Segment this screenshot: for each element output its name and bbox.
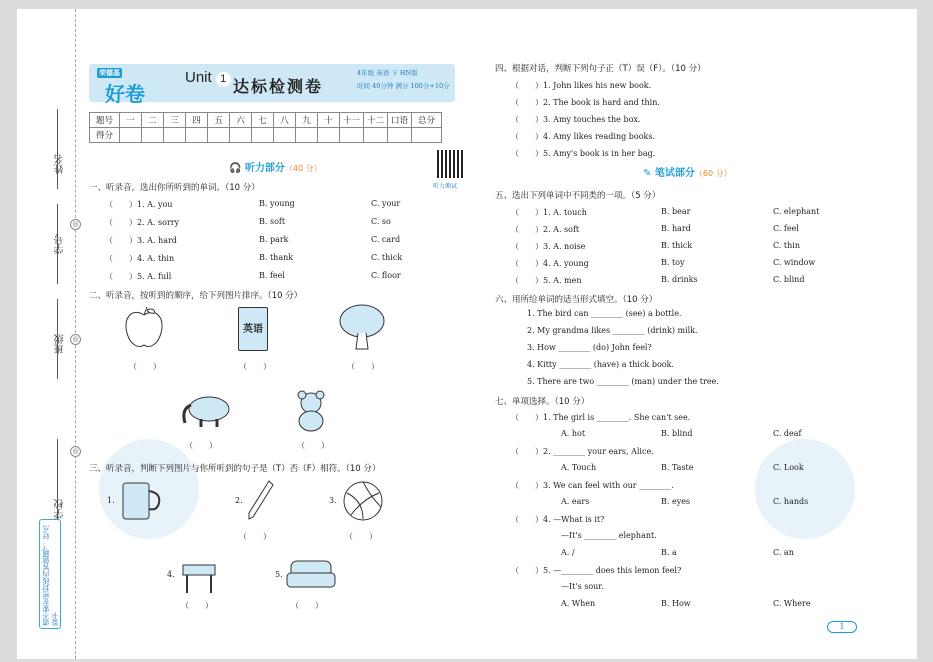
s1-option: B. soft — [259, 217, 286, 226]
score-input-cell[interactable] — [412, 128, 442, 143]
s7-question: （ ）3. We can feel with our ________. — [511, 481, 674, 490]
watermark-logo — [755, 439, 855, 539]
score-cell: 一 — [120, 113, 142, 128]
sofa-picture — [285, 555, 337, 595]
s1-item: （ ）1. A. you — [105, 200, 173, 209]
s5-item: （ ）3. A. noise — [511, 242, 586, 251]
section6-head: 六、用所给单词的适当形式填空。（10 分） — [495, 295, 658, 305]
s3-blank[interactable]: （ ） — [291, 601, 323, 610]
left-column — [89, 9, 459, 659]
s7-option: A. / — [561, 548, 575, 557]
score-cell: 七 — [252, 113, 274, 128]
s7-option: B. a — [661, 548, 677, 557]
unit-word: Unit — [185, 69, 212, 86]
name-line — [57, 109, 58, 189]
exam-header — [89, 64, 455, 106]
s4-item: （ ）1. John likes his new book. — [511, 81, 652, 90]
s2-blank[interactable]: （ ） — [129, 362, 161, 371]
pencil-picture — [245, 479, 275, 523]
s6-item: 2. My grandma likes ________ (drink) milk. — [527, 326, 698, 335]
listening-title: 听力部分 — [244, 163, 285, 174]
score-input-cell[interactable] — [274, 128, 296, 143]
brand-logo — [95, 68, 157, 106]
s1-item: （ ）4. A. thin — [105, 254, 175, 263]
s7-question: （ ）5. —________ does this lemon feel? — [511, 566, 682, 575]
s1-option: C. card — [371, 235, 401, 244]
s2-blank[interactable]: （ ） — [185, 441, 217, 450]
score-cell: 二 — [142, 113, 164, 128]
s7-option: B. Taste — [661, 463, 694, 472]
s1-option: B. thank — [259, 253, 294, 262]
score-cell: 八 — [274, 113, 296, 128]
s7-option: A. ears — [561, 497, 590, 506]
s4-item: （ ）5. Amy's book is in her bag. — [511, 149, 656, 158]
s6-item: 5. There are two ________ (man) under the tree. — [527, 377, 719, 386]
score-input-cell[interactable] — [120, 128, 142, 143]
section2-head: 二、听录音，按听到的顺序，给下列图片排序。（10 分） — [89, 291, 303, 301]
s1-item: （ ）2. A. sorry — [105, 218, 180, 227]
s7-option: C. hands — [773, 497, 809, 506]
s2-blank[interactable]: （ ） — [239, 362, 271, 371]
seal-circle: ◎ — [70, 219, 81, 230]
s7-option: C. deaf — [773, 429, 802, 438]
s7-question: （ ）1. The girl is ________. She can't see. — [511, 413, 691, 422]
s3-number: 4. — [167, 570, 175, 579]
s7-question-line2: —It's ________ elephant. — [561, 531, 657, 540]
id-label: 学号 — [55, 234, 66, 254]
page-number: 1 — [827, 621, 857, 633]
score-input-cell[interactable] — [388, 128, 412, 143]
s6-item: 4. Kitty ________ (have) a thick book. — [527, 360, 674, 369]
exam-sheet — [17, 9, 917, 659]
section4-head: 四、根据对话，判断下列句子正（T）误（F）。（10 分） — [495, 64, 706, 74]
s5-option: C. blind — [773, 275, 805, 284]
s5-option: B. toy — [661, 258, 685, 267]
s7-option: A. Touch — [561, 463, 597, 472]
s3-number: 5. — [275, 570, 283, 579]
s3-number: 2. — [235, 496, 243, 505]
s3-number: 1. — [107, 496, 115, 505]
s7-option: C. Where — [773, 599, 811, 608]
score-cell: 题号 — [90, 113, 120, 128]
s1-option: C. your — [371, 199, 401, 208]
s5-option: C. window — [773, 258, 816, 267]
s4-item: （ ）2. The book is hard and thin. — [511, 98, 660, 107]
listening-points: （40 分） — [284, 164, 322, 173]
logo-text: 好卷 — [105, 82, 145, 106]
unit-label — [185, 69, 231, 87]
s7-option: B. blind — [661, 429, 693, 438]
s7-question: （ ）2. ________ your ears, Alice. — [511, 447, 654, 456]
s5-option: C. feel — [773, 224, 799, 233]
s5-option: C. thin — [773, 241, 800, 250]
section7-head: 七、单项选择。（10 分） — [495, 397, 590, 407]
s5-option: B. bear — [661, 207, 691, 216]
headphone-icon: 🎧 — [229, 163, 242, 174]
s7-option: B. eyes — [661, 497, 691, 506]
section1-head: 一、听录音，选出你所听到的单词。（10 分） — [89, 183, 260, 193]
s1-item: （ ）3. A. hard — [105, 236, 177, 245]
brand-name: 荣德基 — [99, 68, 120, 77]
apple-picture — [121, 305, 167, 351]
s7-option: A. When — [561, 599, 596, 608]
elephant-picture — [179, 389, 235, 429]
seal-notice: 请不要在密封线内答题哦！ 好点鉴卡 — [39, 519, 61, 629]
s1-option: C. so — [371, 217, 391, 226]
s5-item: （ ）5. A. men — [511, 276, 582, 285]
score-row-points — [90, 128, 442, 143]
score-cell: 十 — [318, 113, 340, 128]
name-label: 姓名 — [55, 154, 66, 174]
writing-section-title — [643, 164, 732, 179]
exam-meta — [357, 67, 453, 93]
english-book-picture: 英语 — [238, 307, 268, 351]
s7-option: C. Look — [773, 463, 804, 472]
mug-picture — [119, 479, 163, 523]
writing-title: 笔试部分 — [654, 168, 695, 179]
s5-item: （ ）2. A. soft — [511, 225, 580, 234]
s7-option: C. an — [773, 548, 794, 557]
s1-option: B. feel — [259, 271, 285, 280]
qr-caption: 听力测试 — [433, 183, 458, 190]
s1-option: C. floor — [371, 271, 401, 280]
desk-picture — [179, 555, 219, 595]
score-table — [89, 112, 442, 143]
score-cell: 五 — [208, 113, 230, 128]
s7-question-line2: —It's sour. — [561, 582, 604, 591]
s2-blank[interactable]: （ ） — [347, 362, 379, 371]
score-input-cell[interactable] — [340, 128, 364, 143]
teddy-bear-picture — [291, 389, 331, 433]
score-input-cell[interactable] — [230, 128, 252, 143]
exam-title: 达标检测卷 — [233, 77, 324, 96]
s7-question: （ ）4. —What is it? — [511, 515, 605, 524]
score-cell: 三 — [164, 113, 186, 128]
score-input-cell[interactable] — [296, 128, 318, 143]
s5-item: （ ）1. A. touch — [511, 208, 587, 217]
s7-option: B. How — [661, 599, 691, 608]
score-cell: 总分 — [412, 113, 442, 128]
tree-picture — [337, 303, 387, 351]
score-cell: 口语 — [388, 113, 412, 128]
pencil-icon: ✎ — [643, 168, 652, 179]
s4-item: （ ）4. Amy likes reading books. — [511, 132, 656, 141]
volleyball-picture — [341, 479, 385, 523]
s6-item: 3. How ________ (do) John feel? — [527, 343, 652, 352]
score-input-cell[interactable] — [208, 128, 230, 143]
s1-option: C. thick — [371, 253, 403, 262]
listening-section-title — [229, 159, 322, 174]
s5-option: B. hard — [661, 224, 691, 233]
s3-blank[interactable]: （ ） — [345, 532, 377, 541]
score-cell: 十二 — [364, 113, 388, 128]
s7-option: A. hot — [561, 429, 586, 438]
s6-item: 1. The bird can ________ (see) a bottle. — [527, 309, 682, 318]
section3-head: 三、听录音，判断下列图片与你所听到的句子是（T）否（F）相符。（10 分） — [89, 464, 381, 474]
s5-option: B. drinks — [661, 275, 698, 284]
score-cell: 十一 — [340, 113, 364, 128]
s5-option: C. elephant — [773, 207, 820, 216]
s2-blank[interactable]: （ ） — [297, 441, 329, 450]
s3-blank[interactable]: （ ） — [181, 601, 213, 610]
s5-item: （ ）4. A. young — [511, 259, 589, 268]
s3-blank[interactable]: （ ） — [239, 532, 271, 541]
score-cell: 四 — [186, 113, 208, 128]
time-info: 时间 40分钟 满分 100分+10分 — [357, 82, 450, 90]
score-cell: 六 — [230, 113, 252, 128]
seal-circle: ◎ — [70, 334, 81, 345]
s1-item: （ ）5. A. full — [105, 272, 172, 281]
score-cell: 九 — [296, 113, 318, 128]
qr-code-icon[interactable] — [437, 150, 465, 178]
s1-option: B. park — [259, 235, 289, 244]
grade-info: 4年级 英语 下 HN版 — [357, 69, 418, 77]
score-row-headers — [90, 113, 442, 128]
score-input-cell[interactable] — [252, 128, 274, 143]
score-input-cell[interactable] — [186, 128, 208, 143]
unit-number: 1 — [216, 72, 231, 87]
s4-item: （ ）3. Amy touches the box. — [511, 115, 641, 124]
section5-head: 五、选出下列单词中不同类的一项。（5 分） — [495, 191, 661, 201]
score-input-cell[interactable] — [318, 128, 340, 143]
s5-option: B. thick — [661, 241, 693, 250]
class-label: 班级 — [55, 334, 66, 354]
score-input-cell[interactable] — [164, 128, 186, 143]
right-column — [495, 9, 905, 659]
score-cell: 得分 — [90, 128, 120, 143]
score-input-cell[interactable] — [142, 128, 164, 143]
s3-number: 3. — [329, 496, 337, 505]
school-label: 学校 — [55, 499, 66, 519]
score-input-cell[interactable] — [364, 128, 388, 143]
s1-option: B. young — [259, 199, 295, 208]
writing-points: （60 分） — [694, 169, 732, 178]
seal-circle: ◎ — [70, 446, 81, 457]
